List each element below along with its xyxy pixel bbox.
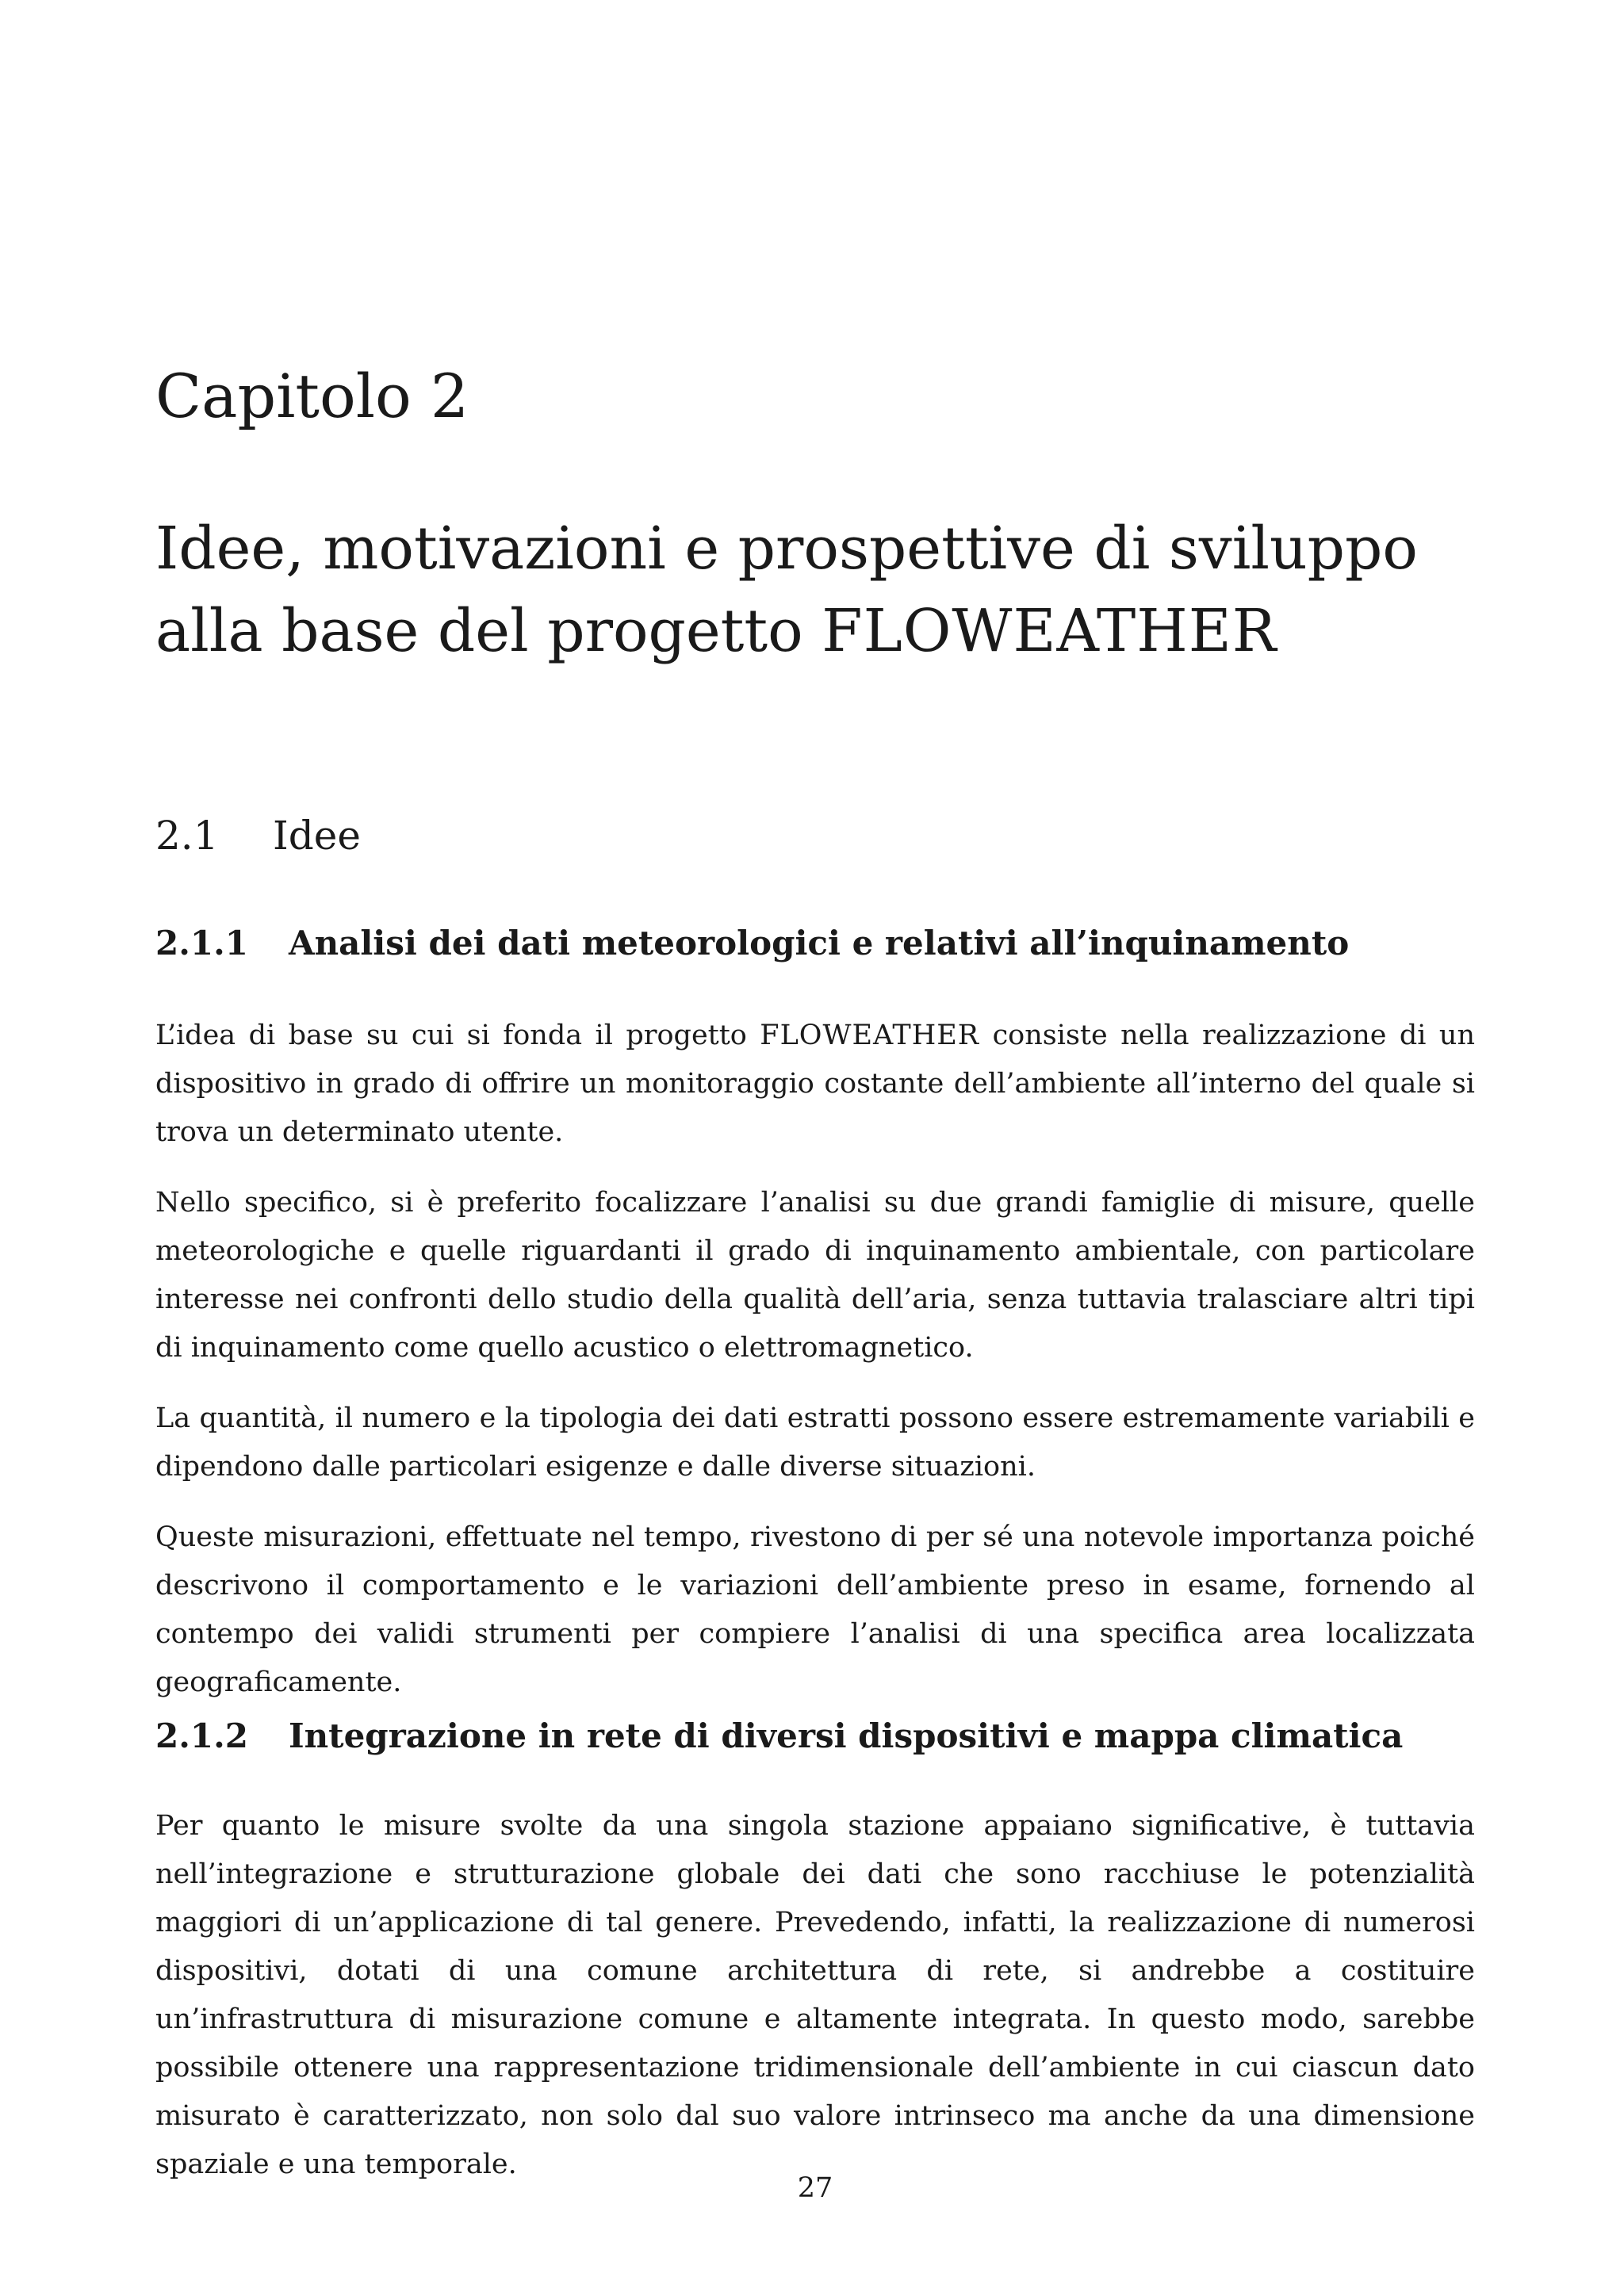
paragraph-text: L’idea di base su cui si fonda il progetto [155,1020,760,1051]
chapter-label: Capitolo 2 [155,361,469,431]
subsection-2-1-2-body [155,1802,1475,2211]
subsection-number: 2.1.2 [155,1716,248,1755]
paragraph: Per quanto le misure svolte da una singola stazione appaiano significative, è tuttavia nell’integrazione e strutturazione globale dei dati che sono racchiuse le potenzialità maggiori di un’applicazione di tal genere. Prevedendo, infatti, la realizzazione di numerosi dispositivi, dotati di una comune architettura di rete, si andrebbe a costituire un’infrastruttura di misurazione comune e altamente integrata. In questo modo, sarebbe possibile ottenere una rappresentazione tridimensionale dell’ambiente in cui ciascun dato misurato è caratterizzato, non solo dal suo valore intrinseco ma anche da una dimensione spaziale e una temporale. [155,1810,1475,2180]
chapter-title-text: Idee, motivazioni e prospettive di sviluppo alla base del progetto [155,515,1418,665]
paragraph [155,1012,1475,1157]
paragraph: La quantità, il numero e la tipologia dei dati estratti possono essere estremamente variabili e dipendono dalle particolari esigenze e dalle diverse situazioni. [155,1402,1475,1483]
chapter-title-project-name: FLOWEATHER [822,597,1277,665]
subsection-title: Integrazione in rete di diversi dispositivi e mappa climatica [289,1716,1404,1755]
subsection-heading-2-1-2 [155,1716,1403,1756]
subsection-heading-2-1-1 [155,924,1349,963]
section-number: 2.1 [155,813,219,859]
document-page [155,0,1475,2296]
project-name: FLOWEATHER [760,1020,980,1051]
subsection-number: 2.1.1 [155,924,248,962]
section-heading-2-1 [155,812,361,859]
subsection-2-1-1-body [155,1012,1475,1729]
chapter-title [155,507,1475,672]
page-number: 27 [797,2172,833,2204]
paragraph-text: consiste nella realizzazione di un dispositivo in grado di offrire un monitoraggio costante dell’ambiente all’interno del quale si trova un determinato utente. [155,1020,1475,1148]
paragraph: Nello specifico, si è preferito focalizzare l’analisi su due grandi famiglie di misure, quelle meteorologiche e quelle riguardanti il grado di inquinamento ambientale, con particolare interesse nei confronti dello studio della qualità dell’aria, senza tuttavia tralasciare altri tipi di inquinamento come quello acustico o elettromagnetico. [155,1187,1475,1364]
subsection-title: Analisi dei dati meteorologici e relativi all’inquinamento [289,924,1350,962]
section-title: Idee [273,813,361,859]
paragraph: Queste misurazioni, effettuate nel tempo, rivestono di per sé una notevole importanza poiché descrivono il comportamento e le variazioni dell’ambiente preso in esame, fornendo al contempo dei validi strumenti per compiere l’analisi di una specifica area localizzata geograficamente. [155,1521,1475,1698]
